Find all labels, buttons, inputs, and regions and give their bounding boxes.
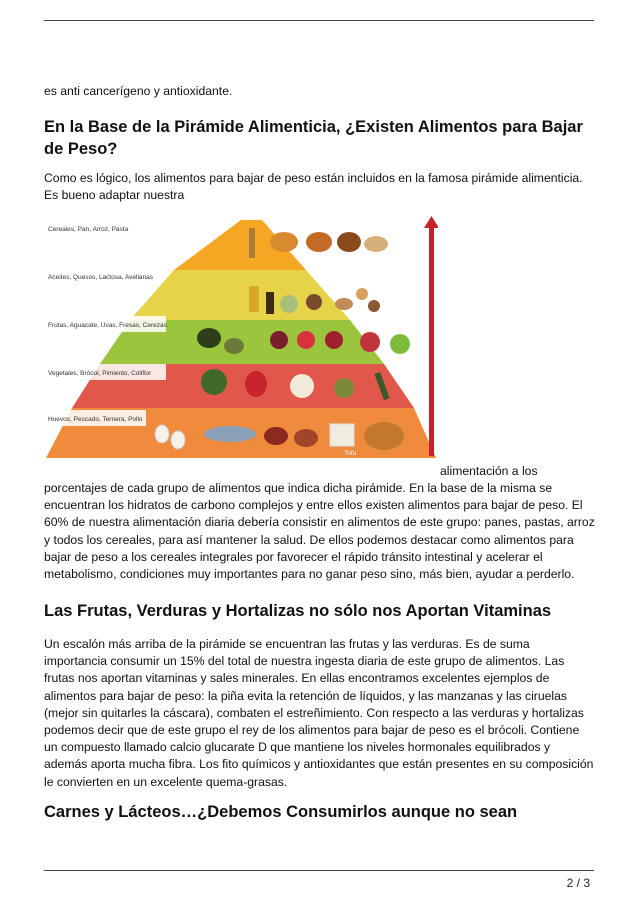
- header-rule: [44, 20, 594, 21]
- food-pyramid-svg: [44, 212, 438, 468]
- section2-heading: Las Frutas, Verduras y Hortalizas no sólo nos Aportan Vitaminas: [44, 602, 552, 620]
- gradient-arrow-shaft: [429, 226, 434, 456]
- pyramid-label-5: Huevos, Pescado, Ternera, Pollo: [48, 416, 143, 423]
- pyramid-label-1: Cereales, Pan, Arroz, Pasta: [48, 226, 129, 233]
- food-pyramid-image: [44, 212, 438, 468]
- section1-wrap-text: alimentación a los: [440, 464, 538, 478]
- section1-heading: En la Base de la Pirámide Alimenticia, ¿Existen Alimentos para Bajar de Peso?: [44, 118, 583, 158]
- pyramid-label-3: Frutas, Aguacate, Uvas, Fresas, Cerezas: [48, 322, 167, 329]
- section1-paragraph2: porcentajes de cada grupo de alimentos que indica dicha pirámide. En la base de la misma se encuentran los hidratos de carbono complejos y entre ellos existen alimentos para bajar de peso. El 60% de nuestra alimentación diaria debería consistir en alimentos de este grupo: panes, pastas, arroz y todos los cereales, para así mantener la salud. De ellos podemos destacar como alimentos para bajar de peso a los cereales integrales por favorecer el rápido tránsito intestinal y acelerar el metabolismo, condiciones muy importantes para no ganar peso sino, más bien, ayudar a perderlo.: [44, 481, 595, 582]
- footer-rule: [44, 870, 594, 871]
- section2-paragraph: Un escalón más arriba de la pirámide se encuentran las frutas y las verduras. Es de suma importancia consumir un 15% del total de nuestra ingesta diaria de este grupo de alimentos. Las frutas nos aportan vitaminas y sales minerales. En ellas encontramos excelentes ejemplos de alimentos para bajar de peso: la piña evita la retención de líquidos, y las manzanas y las ciruelas (mejor sin quitarles la cáscara), combaten el estreñimiento. Con respecto a las verduras y hortalizas podemos decir que de este grupo el rey de los alimentos para bajar de peso es el brócoli. Contiene un compuesto llamado calcio glucarate D que mantiene los niveles hormonales equilibrados y además aporta mucha fibra. Los fito químicos y antioxidantes que están presentes en su composición le convierten en un excelente quema-grasas.: [44, 637, 594, 789]
- pyramid-label-2: Aceites, Quesos, Lactosa, Avellanas: [48, 274, 154, 281]
- pyramid-label-4: Vegetales, Brócol, Pimiento, Coliflor: [48, 370, 152, 377]
- section3-heading: Carnes y Lácteos…¿Debemos Consumirlos aunque no sean: [44, 803, 518, 821]
- page-number: 2 / 3: [566, 876, 590, 890]
- section1-paragraph1: Como es lógico, los alimentos para bajar de peso están incluidos en la famosa pirámide alimenticia. Es bueno adaptar nuestra: [44, 171, 583, 203]
- tofu-label: Tofu: [344, 450, 357, 457]
- gradient-arrow-head: [424, 216, 438, 228]
- intro-line: es anti cancerígeno y antioxidante.: [44, 84, 233, 98]
